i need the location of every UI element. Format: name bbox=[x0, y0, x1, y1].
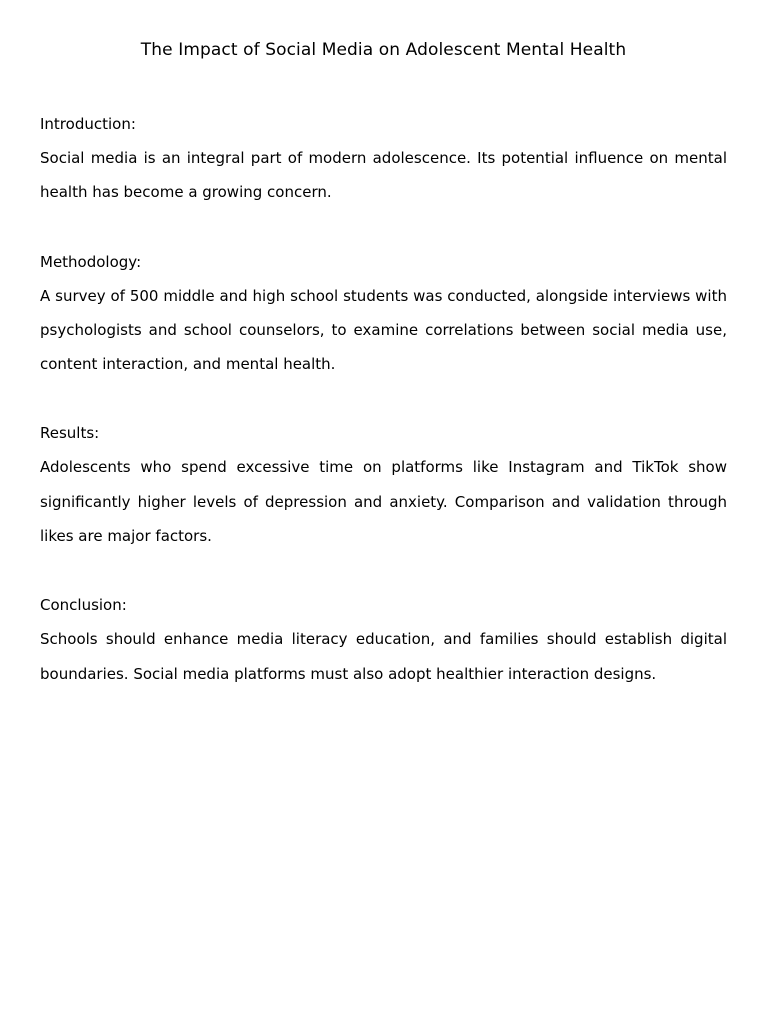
document-title: The Impact of Social Media on Adolescent Mental Health bbox=[140, 40, 627, 60]
section-body-conclusion: Schools should enhance media literacy education, and families should establish digital boundaries. Social media platforms must also adopt healthier interaction designs. bbox=[40, 630, 727, 683]
section-body-methodology: A survey of 500 middle and high school students was conducted, alongside interviews with psychologists and school counselors, to examine correlations between social media use, content interaction, and mental health. bbox=[40, 286, 727, 374]
section-heading-conclusion: Conclusion: bbox=[40, 596, 127, 615]
section-heading-methodology: Methodology: bbox=[40, 252, 142, 271]
section-body-introduction: Social media is an integral part of modern adolescence. Its potential influence on mental health has become a growing concern. bbox=[40, 149, 727, 202]
section-introduction bbox=[40, 107, 727, 210]
section-conclusion bbox=[40, 588, 727, 691]
section-methodology bbox=[40, 245, 727, 382]
section-results bbox=[40, 416, 727, 553]
section-heading-introduction: Introduction: bbox=[40, 115, 136, 133]
section-heading-results: Results: bbox=[40, 424, 100, 443]
section-body-results: Adolescents who spend excessive time on platforms like Instagram and TikTok show significantly higher levels of depression and anxiety. Comparison and validation through likes are major factors. bbox=[40, 458, 727, 546]
